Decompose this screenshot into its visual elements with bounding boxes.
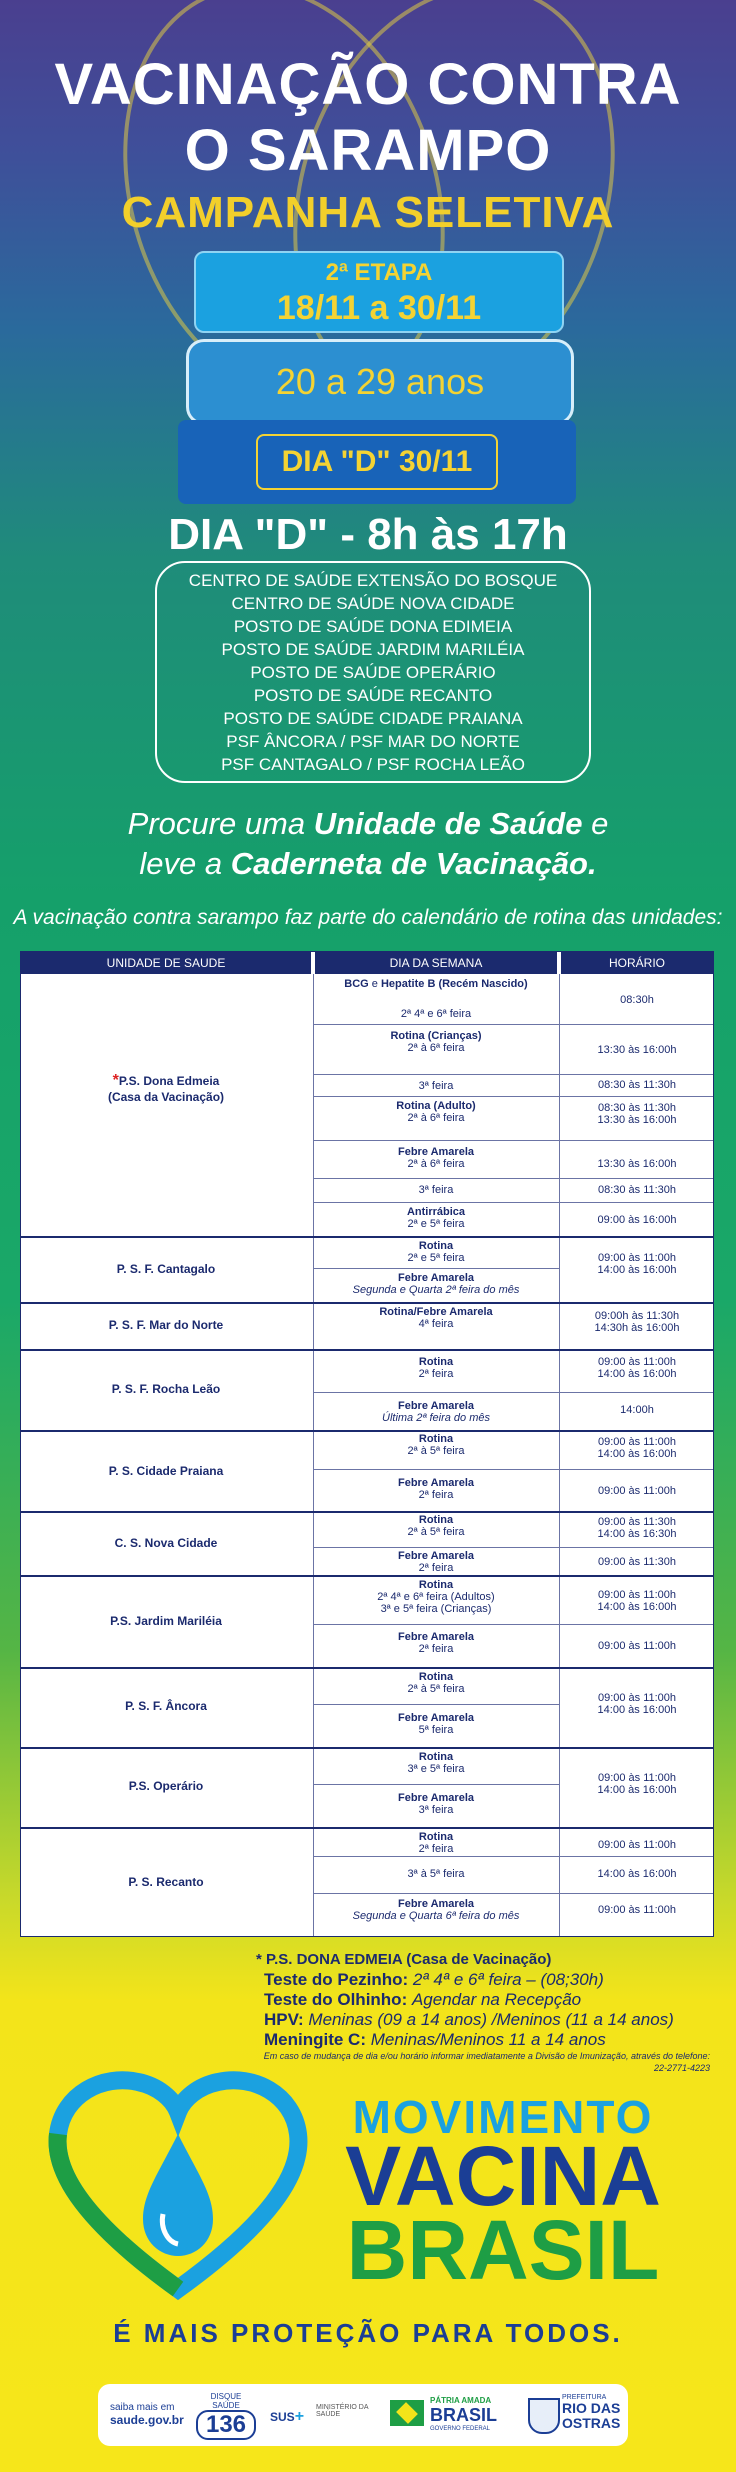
subrow-divider <box>313 1074 713 1075</box>
unit-praiana: P. S. Cidade Praiana <box>108 1464 224 1478</box>
ministerio-logo <box>316 2404 369 2418</box>
disque-label: DISQUE SAÚDE <box>210 2392 242 2410</box>
prefeitura-text: PREFEITURA <box>562 2394 607 2401</box>
procure-emph: Unidade de Saúde <box>313 806 583 841</box>
row-divider <box>21 1236 713 1238</box>
hour-text: 09:00 às 11:00h <box>597 1772 677 1784</box>
day-text: Segunda e Quarta 6ª feira do mês <box>352 1910 520 1922</box>
procure-message <box>0 804 736 884</box>
day-cell <box>315 1030 557 1054</box>
day-title: Antirrábica <box>406 1206 466 1218</box>
patria-amada-logo <box>430 2396 497 2432</box>
hour-text: 14:00 às 16:00h <box>597 1784 677 1796</box>
day-cell: 3ª feira <box>418 1080 454 1092</box>
plus-icon: + <box>294 2408 305 2425</box>
hour-text: 14:00 às 16:00h <box>597 1448 677 1460</box>
day-cell: 3ª à 5ª feira <box>407 1868 465 1880</box>
day-text: 2ª à 5ª feira <box>407 1445 465 1457</box>
footnote-label: Teste do Pezinho: <box>264 1970 413 1989</box>
day-title: Febre Amarela <box>397 1792 475 1804</box>
hour-text: 14:00 às 16:00h <box>597 1368 677 1380</box>
hour-text: 09:00 às 11:00h <box>597 1589 677 1601</box>
hour-text: 09:00 às 11:00h <box>597 1436 677 1448</box>
footnote-label: HPV: <box>264 2010 309 2029</box>
day-cell: 3ª feira <box>418 1184 454 1196</box>
schedule-table <box>20 951 714 1937</box>
hour-cell: 09:00 às 11:30h <box>597 1556 677 1568</box>
day-cell <box>315 1792 557 1816</box>
day-text: 2ª à 5ª feira <box>407 1526 465 1538</box>
hour-text: 09:00 às 11:30h <box>597 1516 677 1528</box>
ministerio-line2: SAÚDE <box>316 2411 341 2418</box>
day-cell <box>315 1712 557 1736</box>
saiba-line2: saude.gov.br <box>110 2413 184 2427</box>
day-cell <box>315 1100 557 1124</box>
day-cell <box>315 1240 557 1264</box>
hour-cell <box>561 1356 713 1380</box>
sus-logo <box>270 2408 304 2426</box>
hour-text: 14:00 às 16:00h <box>597 1601 677 1613</box>
table-header-dia: DIA DA SEMANA <box>315 952 557 974</box>
hour-cell: 08:30h <box>620 994 654 1006</box>
row-divider <box>21 1667 713 1669</box>
hour-text: 09:00 às 11:00h <box>597 1356 677 1368</box>
faixa-etaria-box: 20 a 29 anos <box>186 339 574 425</box>
main-title-line2: O SARAMPO <box>184 118 552 183</box>
day-text: 2ª feira <box>418 1489 454 1501</box>
rio-das-ostras-logo <box>562 2394 620 2431</box>
procure-text: leve a <box>139 846 231 881</box>
day-title: Febre Amarela <box>397 1400 475 1412</box>
row-divider <box>21 1747 713 1749</box>
hour-cell <box>561 1252 713 1276</box>
day-title: Rotina <box>418 1433 454 1445</box>
row-divider <box>21 1827 713 1829</box>
subrow-divider <box>313 1096 713 1097</box>
hour-text: 09:00 às 11:00h <box>597 1252 677 1264</box>
dia-d-horario: DIA "D" - 8h às 17h <box>168 510 568 559</box>
subrow-divider <box>313 1202 713 1203</box>
subrow-divider <box>313 1704 559 1705</box>
subrow-divider <box>313 1893 713 1894</box>
brand-movimento: MOVIMENTO <box>352 2091 654 2143</box>
day-text: 2ª feira <box>418 1843 454 1855</box>
day-title: Rotina <box>418 1831 454 1843</box>
hour-text: 09:00h às 11:30h <box>594 1310 680 1322</box>
day-text: 2ª à 6ª feira <box>407 1042 465 1054</box>
unit-cantagalo: P. S. F. Cantagalo <box>116 1262 216 1276</box>
day-title: Hepatite B (Recém Nascido) <box>380 978 528 990</box>
hour-cell <box>561 1436 713 1460</box>
hour-cell <box>561 1310 713 1334</box>
day-cell <box>315 978 557 990</box>
unit-ancora: P. S. F. Âncora <box>125 1699 207 1713</box>
subrow-divider <box>313 1140 713 1141</box>
hour-text: 14:00 às 16:30h <box>597 1528 677 1540</box>
day-title: Rotina (Crianças) <box>390 1030 482 1042</box>
day-text: 3ª feira <box>418 1804 454 1816</box>
hour-cell: 09:00 às 11:00h <box>597 1904 677 1916</box>
day-cell <box>315 1306 557 1330</box>
hour-text: 08:30 às 11:30h <box>597 1102 677 1114</box>
main-title <box>0 52 736 184</box>
day-text: 2ª e 5ª feira <box>407 1218 465 1230</box>
hour-text: 14:30h às 16:00h <box>594 1322 680 1334</box>
unit-operario: P.S. Operário <box>128 1779 204 1793</box>
day-text: e <box>368 978 381 990</box>
day-title: BCG <box>344 978 369 990</box>
unit-name: P.S. Dona Edmeia <box>118 1074 220 1088</box>
sus-text: SUS <box>270 2410 295 2424</box>
row-divider <box>21 1430 713 1432</box>
etapa-label: 2ª ETAPA <box>325 259 433 286</box>
row-divider <box>21 1349 713 1351</box>
hour-cell: 09:00 às 11:00h <box>597 1485 677 1497</box>
disque-saude-logo <box>196 2392 256 2440</box>
unit-item: POSTO DE SAÚDE DONA EDIMEIA <box>233 617 513 636</box>
day-cell <box>315 1631 557 1655</box>
day-title: Rotina/Febre Amarela <box>379 1306 493 1318</box>
unit-item: CENTRO DE SAÚDE NOVA CIDADE <box>231 594 515 613</box>
day-cell <box>315 1898 557 1922</box>
row-divider <box>21 1302 713 1304</box>
day-cell <box>315 1550 557 1574</box>
brand-brasil: BRASIL <box>346 2203 660 2297</box>
rio-das-ostras-crest-icon <box>528 2398 560 2434</box>
unit-mar-norte: P. S. F. Mar do Norte <box>108 1318 224 1332</box>
day-cell <box>315 1514 557 1538</box>
day-text: Segunda e Quarta 2ª feira do mês <box>352 1284 520 1296</box>
subrow-divider <box>313 1268 559 1269</box>
ministerio-line1: MINISTÉRIO DA <box>316 2404 369 2411</box>
hour-cell: 09:00 às 16:00h <box>597 1214 677 1226</box>
hour-cell: 09:00 às 11:00h <box>597 1640 677 1652</box>
footnote-small-text: Em caso de mudança de dia e/ou horário informar imediatamente a Divisão de Imunização, através do telefone: <box>263 2051 710 2061</box>
footnote-phone: 22-2771-4223 <box>653 2063 710 2073</box>
day-title: Rotina <box>418 1356 454 1368</box>
day-title: Rotina <box>418 1579 454 1591</box>
day-text: 2ª feira <box>418 1643 454 1655</box>
day-cell <box>315 1751 557 1775</box>
units-list-box <box>155 561 591 783</box>
day-cell <box>315 1579 557 1615</box>
rio-text: RIO DAS <box>562 2400 621 2416</box>
hour-text: 13:30 às 16:00h <box>597 1114 677 1126</box>
subrow-divider <box>313 1024 713 1025</box>
procure-text: e <box>582 806 609 841</box>
footnote-value: Meninas/Meninos 11 a 14 anos <box>370 2030 606 2049</box>
unit-item: POSTO DE SAÚDE RECANTO <box>253 686 493 705</box>
subrow-divider <box>313 1469 713 1470</box>
day-text: 3ª e 5ª feira (Crianças) <box>380 1603 492 1615</box>
unit-item: POSTO DE SAÚDE OPERÁRIO <box>250 663 496 682</box>
patria-text: PÁTRIA AMADA <box>430 2396 492 2405</box>
procure-emph: Caderneta de Vacinação. <box>230 846 597 881</box>
day-title: Rotina <box>418 1240 454 1252</box>
footnote-value: Agendar na Recepção <box>411 1990 582 2009</box>
footnote-label: Meningite C: <box>264 2030 371 2049</box>
footnote-value: 2ª 4ª e 6ª feira – (08;30h) <box>412 1970 604 1989</box>
saiba-mais-text <box>110 2402 184 2427</box>
day-cell <box>315 1671 557 1695</box>
unit-item: POSTO DE SAÚDE CIDADE PRAIANA <box>223 709 523 728</box>
saiba-line1: saiba mais em <box>110 2402 175 2413</box>
table-intro: A vacinação contra sarampo faz parte do calendário de rotina das unidades: <box>13 906 723 929</box>
unit-item: PSF ÂNCORA / PSF MAR DO NORTE <box>226 732 520 751</box>
disque-number: 136 <box>196 2410 256 2440</box>
day-title: Rotina <box>418 1751 454 1763</box>
hour-cell: 09:00 às 11:00h <box>597 1839 677 1851</box>
day-title: Rotina (Adulto) <box>396 1100 476 1112</box>
subrow-divider <box>313 1547 713 1548</box>
footnote-label: Teste do Olhinho: <box>264 1990 412 2009</box>
unit-item: CENTRO DE SAÚDE EXTENSÃO DO BOSQUE <box>188 571 558 590</box>
dia-d-label: DIA "D" 30/11 <box>256 434 498 490</box>
subrow-divider <box>313 1624 713 1625</box>
day-title: Febre Amarela <box>397 1550 475 1562</box>
day-cell <box>315 1433 557 1457</box>
dia-d-box <box>178 420 576 504</box>
brasil-flag-icon <box>390 2400 424 2426</box>
hour-cell <box>561 1589 713 1613</box>
table-header-horario: HORÁRIO <box>561 952 713 974</box>
procure-text: Procure uma <box>127 806 314 841</box>
day-cell <box>315 1356 557 1380</box>
campaign-subtitle: CAMPANHA SELETIVA <box>121 188 615 237</box>
unit-nova-cidade: C. S. Nova Cidade <box>114 1536 218 1550</box>
column-divider <box>313 974 314 1936</box>
day-cell <box>315 1206 557 1230</box>
governo-text: GOVERNO FEDERAL <box>430 2426 491 2432</box>
day-cell <box>315 1400 557 1424</box>
day-text: 2ª feira <box>418 1368 454 1380</box>
hour-cell: 14:00 às 16:00h <box>597 1868 677 1880</box>
ostras-text: OSTRAS <box>562 2415 621 2431</box>
hour-cell: 08:30 às 11:30h <box>597 1079 677 1091</box>
hour-cell: 14:00h <box>620 1404 654 1416</box>
subrow-divider <box>313 1392 713 1393</box>
brasil-text: BRASIL <box>430 2405 497 2425</box>
day-text: 2ª à 6ª feira <box>407 1112 465 1124</box>
vacina-heart-logo <box>48 2064 308 2304</box>
day-text: 2ª 4ª e 6ª feira (Adultos) <box>377 1591 495 1603</box>
hour-text: 14:00 às 16:00h <box>597 1264 677 1276</box>
day-text: 2ª e 5ª feira <box>407 1252 465 1264</box>
day-title: Rotina <box>418 1514 454 1526</box>
unit-item: PSF CANTAGALO / PSF ROCHA LEÃO <box>221 755 525 774</box>
day-title: Febre Amarela <box>397 1477 475 1489</box>
day-title: Febre Amarela <box>397 1898 475 1910</box>
footnote-value: Meninas (09 a 14 anos) /Meninos (11 a 14 anos) <box>308 2010 674 2029</box>
footnote-small <box>240 2050 710 2074</box>
hour-text: 09:00 às 11:00h <box>597 1692 677 1704</box>
hour-cell <box>561 1692 713 1716</box>
day-cell: 2ª 4ª e 6ª feira <box>400 1008 472 1020</box>
unit-marileia: P.S. Jardim Mariléia <box>110 1614 222 1628</box>
day-text: 2ª à 5ª feira <box>407 1683 465 1695</box>
day-title: Febre Amarela <box>397 1272 475 1284</box>
footnote-title: * P.S. DONA EDMEIA (Casa de Vacinação) <box>256 1951 552 1968</box>
unit-rocha-leao: P. S. F. Rocha Leão <box>111 1382 221 1396</box>
subrow-divider <box>313 1856 713 1857</box>
logo-strip <box>98 2384 628 2446</box>
etapa-box <box>194 251 564 333</box>
subrow-divider <box>313 1178 713 1179</box>
day-title: Febre Amarela <box>397 1146 475 1158</box>
asterisk-mark: * <box>112 1072 119 1089</box>
brand-vacina: VACINA <box>345 2129 661 2223</box>
hour-text: 14:00 às 16:00h <box>597 1704 677 1716</box>
unit-subname: (Casa da Vacinação) <box>107 1090 225 1104</box>
day-title: Febre Amarela <box>397 1712 475 1724</box>
unit-recanto: P. S. Recanto <box>128 1875 204 1889</box>
day-cell <box>315 1272 557 1296</box>
unit-item: POSTO DE SAÚDE JARDIM MARILÉIA <box>221 640 525 659</box>
subrow-divider <box>313 1784 559 1785</box>
row-divider <box>21 1575 713 1577</box>
column-divider <box>559 974 560 1936</box>
day-text: 2ª feira <box>418 1562 454 1574</box>
day-title: Febre Amarela <box>397 1631 475 1643</box>
day-text: Última 2ª feira do mês <box>382 1412 490 1424</box>
hour-cell: 08:30 às 11:30h <box>597 1184 677 1196</box>
hour-cell <box>561 1772 713 1796</box>
day-text: 4ª feira <box>418 1318 454 1330</box>
main-title-line1: VACINAÇÃO CONTRA <box>54 52 682 117</box>
hour-cell <box>561 1102 713 1126</box>
slogan: É MAIS PROTEÇÃO PARA TODOS. <box>113 2318 623 2348</box>
hour-cell: 13:30 às 16:00h <box>597 1044 677 1056</box>
day-text: 5ª feira <box>418 1724 454 1736</box>
day-cell <box>315 1146 557 1170</box>
periodo-label: 18/11 a 30/11 <box>276 289 482 327</box>
footnote <box>256 1950 674 2050</box>
day-text: 3ª e 5ª feira <box>407 1763 465 1775</box>
row-divider <box>21 1511 713 1513</box>
day-cell <box>315 1831 557 1855</box>
table-header-unidade: UNIDADE DE SAUDE <box>21 952 311 974</box>
unit-edmeia <box>21 1072 311 1104</box>
hour-cell <box>561 1516 713 1540</box>
day-cell <box>315 1477 557 1501</box>
day-title: Rotina <box>418 1671 454 1683</box>
day-text: 2ª à 6ª feira <box>407 1158 465 1170</box>
hour-cell: 13:30 às 16:00h <box>597 1158 677 1170</box>
